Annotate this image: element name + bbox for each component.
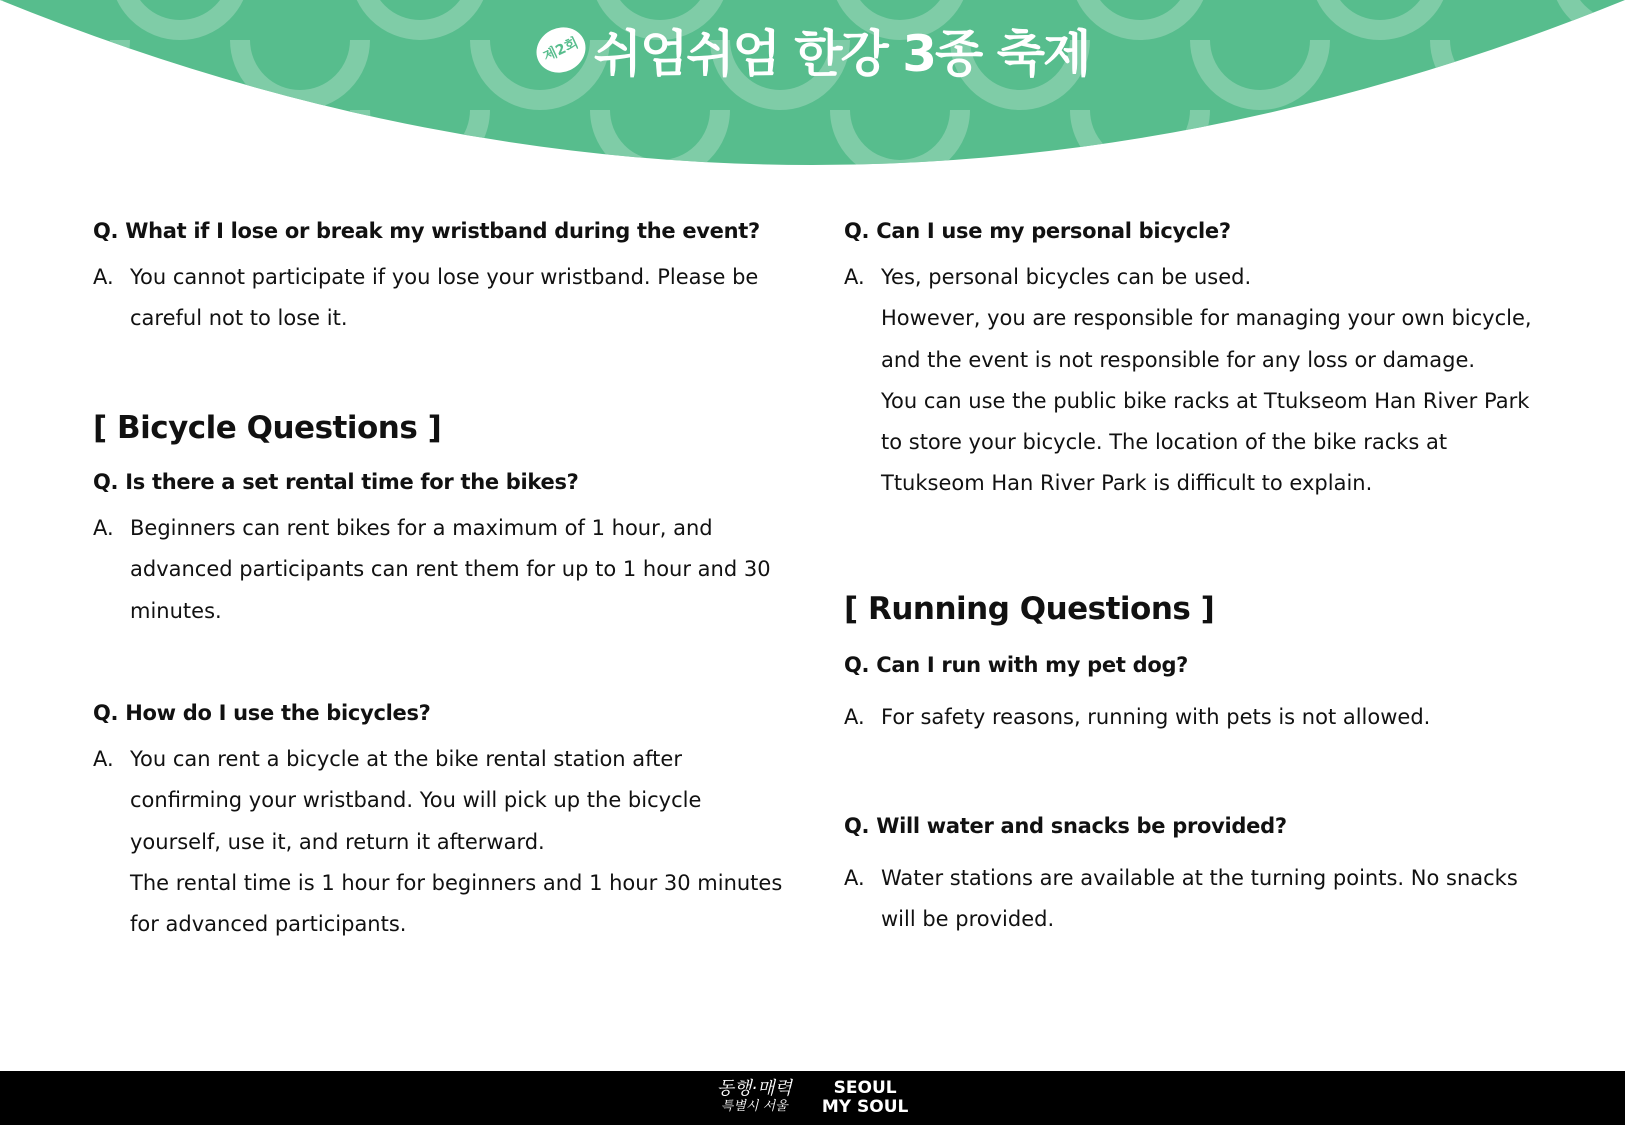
festival-title: 쉬엄쉬엄 한강 3종 축제 bbox=[593, 25, 1090, 83]
header-banner bbox=[0, 0, 1625, 170]
answer-line: You cannot participate if you lose your wristband. Please be bbox=[130, 265, 759, 289]
answer-line: careful not to lose it. bbox=[130, 306, 348, 331]
answer-line: Ttukseom Han River Park is difficult to explain. bbox=[881, 471, 1373, 496]
question: Q. How do I use the bicycles? bbox=[93, 701, 431, 725]
answer-line: will be provided. bbox=[881, 907, 1055, 932]
answer-line: Water stations are available at the turning points. No snacks bbox=[881, 866, 1518, 890]
answer-label: A. bbox=[93, 516, 114, 540]
logo-line: SEOUL bbox=[833, 1078, 897, 1098]
faq-item-rental-time bbox=[93, 470, 773, 632]
scale-pattern-arc bbox=[1320, 110, 1440, 170]
question: Q. Is there a set rental time for the bikes? bbox=[93, 470, 579, 494]
answer-line: Beginners can rent bikes for a maximum of 1 hour, and bbox=[130, 516, 713, 540]
answer-line: The rental time is 1 hour for beginners and 1 hour 30 minutes bbox=[130, 870, 783, 895]
edition-badge: 제2회 bbox=[529, 19, 593, 80]
answer bbox=[844, 858, 1524, 941]
question: Q. Can I use my personal bicycle? bbox=[844, 219, 1231, 243]
answer-line: You can use the public bike racks at Ttukseom Han River Park bbox=[881, 388, 1530, 413]
answer-label: A. bbox=[844, 265, 865, 289]
answer-line: For safety reasons, running with pets is not allowed. bbox=[881, 705, 1431, 729]
answer-label: A. bbox=[93, 747, 114, 771]
answer-line: Yes, personal bicycles can be used. bbox=[881, 265, 1252, 289]
faq-item-personal-bicycle bbox=[844, 219, 1532, 505]
scale-pattern-arc bbox=[1560, 110, 1625, 170]
question: Q. What if I lose or break my wristband during the event? bbox=[93, 219, 760, 243]
answer-line: However, you are responsible for managing your own bicycle, bbox=[881, 306, 1532, 331]
logo-line: 특별시 서울 bbox=[720, 1099, 788, 1114]
answer bbox=[844, 257, 1532, 505]
question: Q. Will water and snacks be provided? bbox=[844, 814, 1287, 838]
answer-label: A. bbox=[844, 705, 865, 729]
question: Q. Can I run with my pet dog? bbox=[844, 653, 1189, 677]
answer-line: and the event is not responsible for any loss or damage. bbox=[881, 347, 1476, 372]
section-heading-bicycle: [ Bicycle Questions ] bbox=[93, 410, 442, 446]
answer-line: advanced participants can rent them for up to 1 hour and 30 bbox=[130, 557, 771, 582]
answer-line: You can rent a bicycle at the bike rental station after bbox=[130, 747, 682, 771]
answer bbox=[93, 508, 773, 632]
section-heading-running: [ Running Questions ] bbox=[844, 591, 1215, 627]
answer-line: for advanced participants. bbox=[130, 912, 407, 937]
answer-label: A. bbox=[93, 265, 114, 289]
faq-item-how-to-use bbox=[93, 701, 783, 945]
faq-item-wristband bbox=[93, 219, 773, 340]
answer-line: to store your bicycle. The location of the bike racks at bbox=[881, 430, 1448, 455]
answer bbox=[93, 257, 773, 340]
faq-item-pet-dog bbox=[844, 653, 1524, 738]
answer bbox=[93, 739, 783, 945]
logo-line: 동행·매력 bbox=[716, 1078, 792, 1099]
answer-label: A. bbox=[844, 866, 865, 890]
logo-line: MY SOUL bbox=[821, 1097, 909, 1117]
answer bbox=[844, 697, 1524, 738]
scale-pattern-arc bbox=[120, 110, 240, 170]
faq-item-water-snacks bbox=[844, 814, 1524, 941]
answer-line: minutes. bbox=[130, 598, 222, 623]
answer-line: yourself, use it, and return it afterward. bbox=[130, 829, 545, 854]
answer-line: confirming your wristband. You will pick up the bicycle bbox=[130, 788, 702, 813]
seoul-slogan-logo bbox=[717, 1080, 792, 1116]
seoul-my-soul-logo bbox=[822, 1079, 908, 1117]
footer-bar bbox=[0, 1071, 1625, 1125]
